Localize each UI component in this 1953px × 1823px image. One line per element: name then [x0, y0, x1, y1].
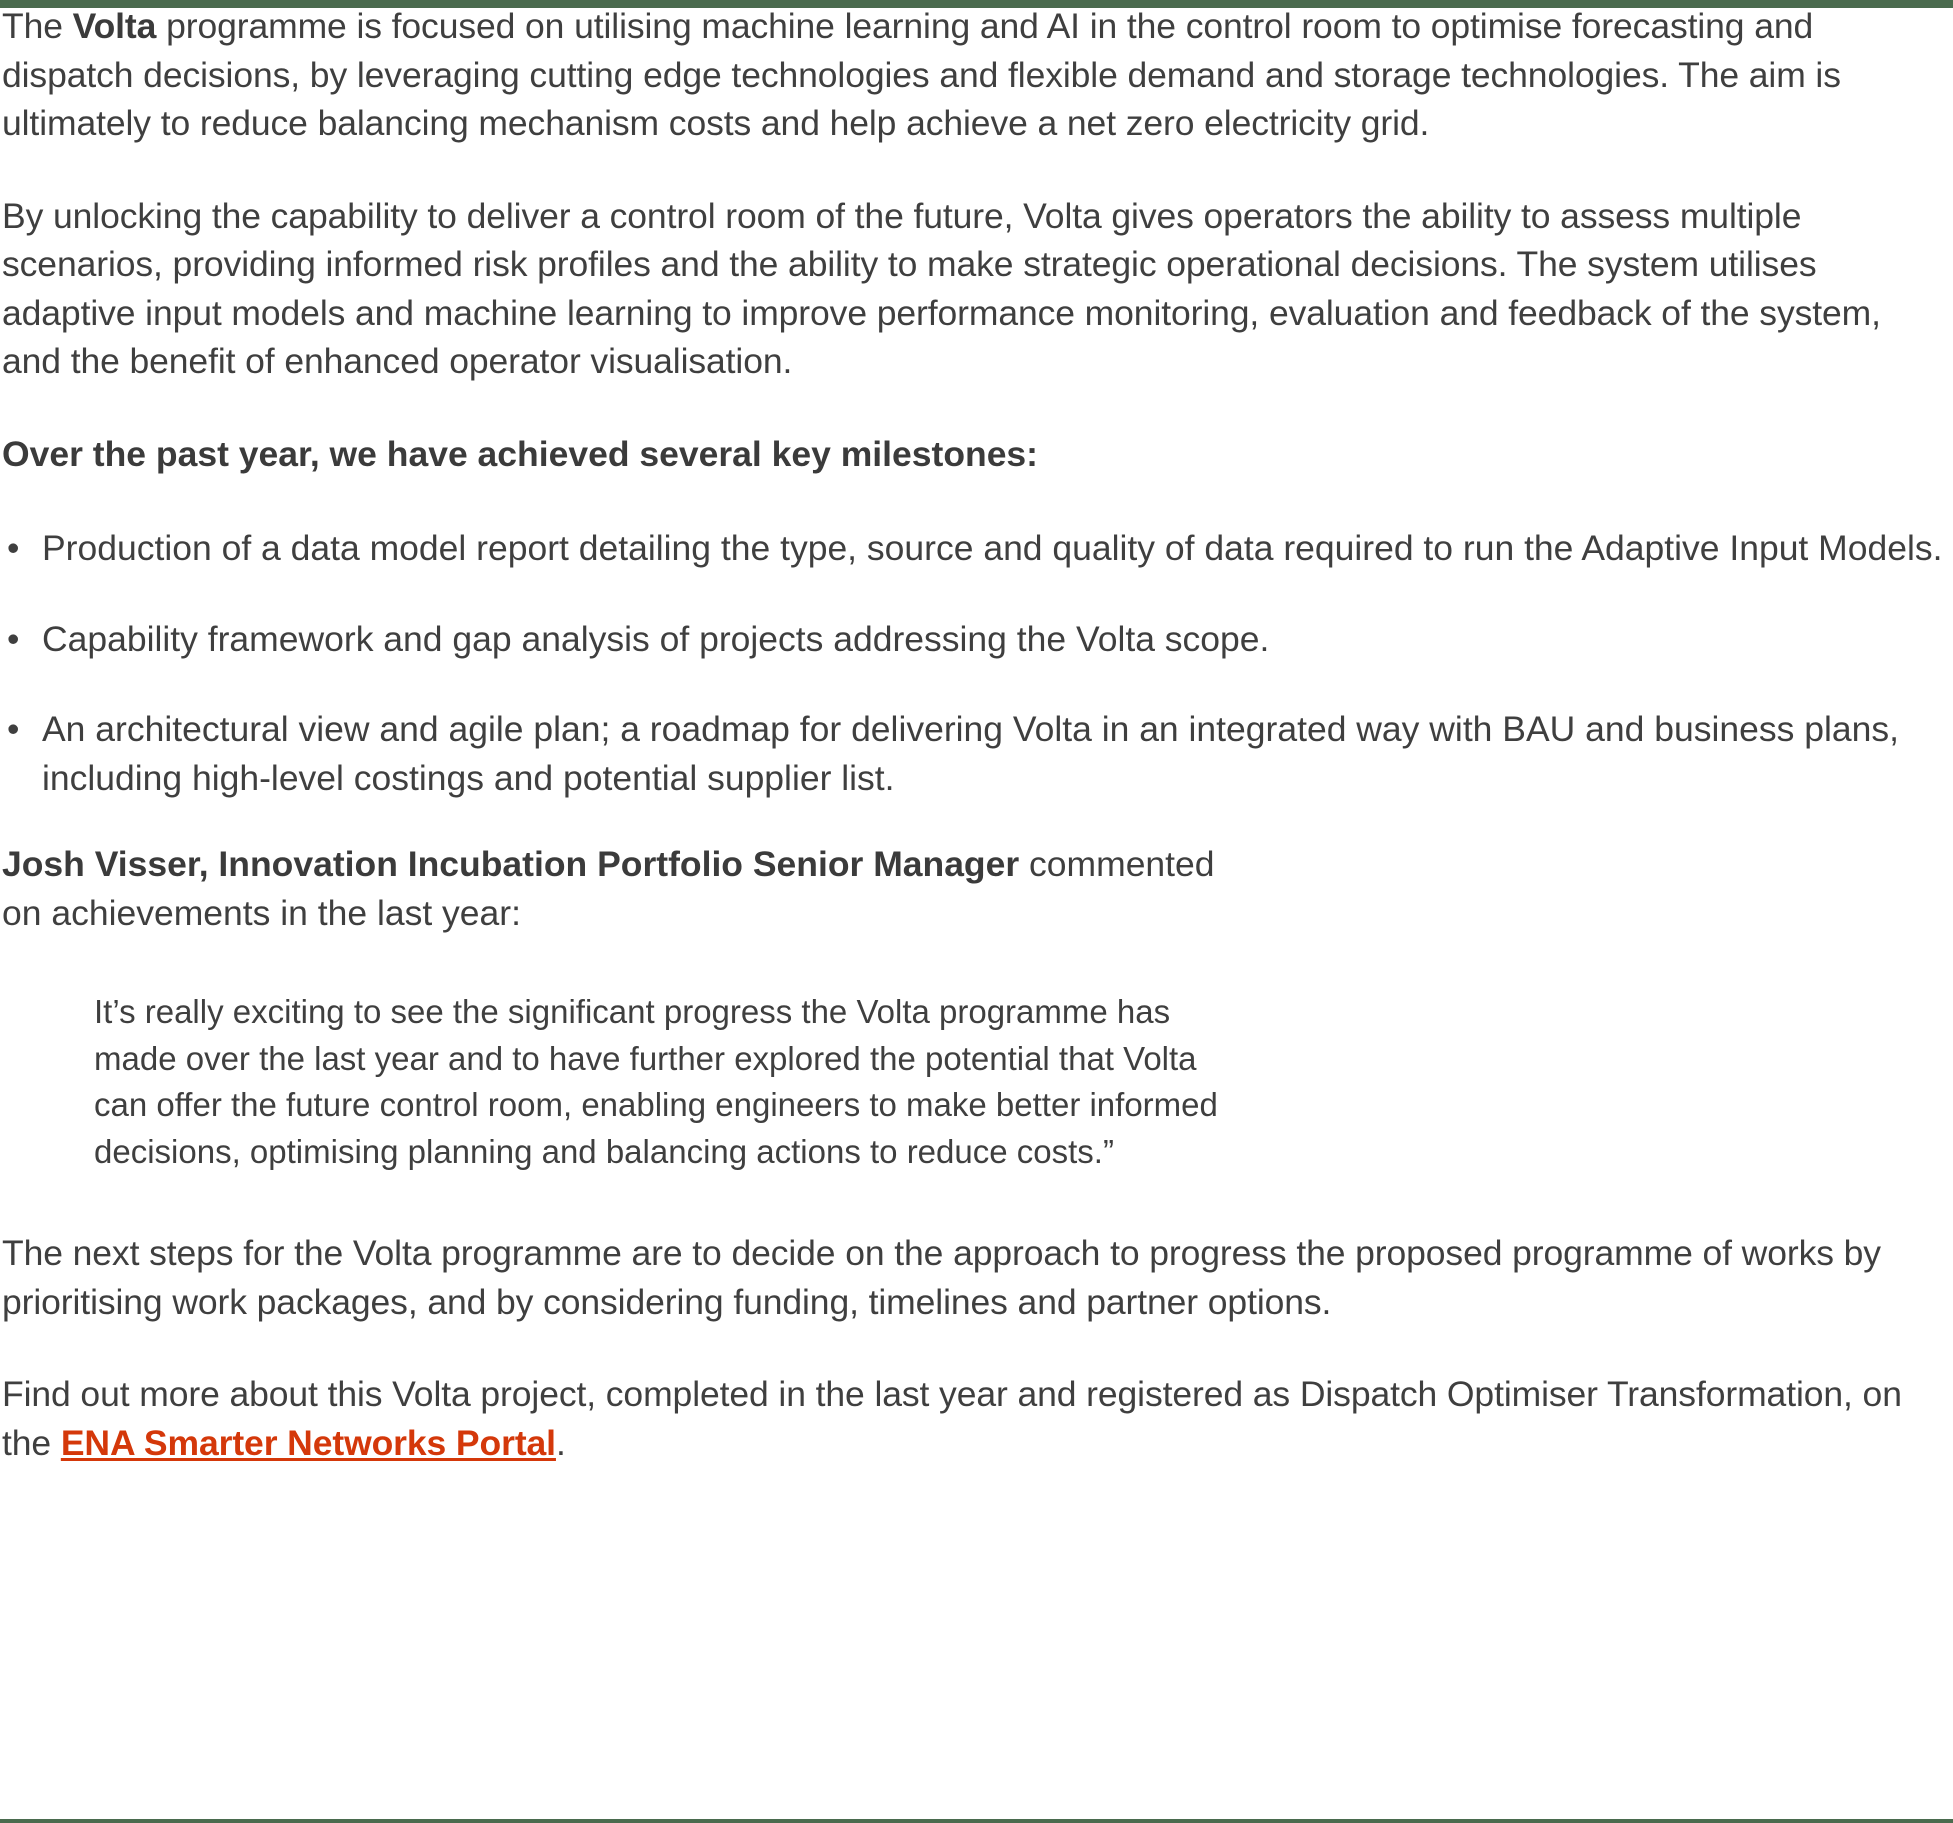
pull-quote-line: can offer the future control room, enabling engineers to make better informed	[94, 1086, 1218, 1123]
list-item	[2, 524, 1949, 573]
bottom-brand-rule	[0, 1819, 1953, 1823]
list-item-label: Production of a data model report detailing the type, source and quality of data required to run the Adaptive Input Models.	[42, 528, 1943, 568]
find-out-more-prefix: Find out more about this Volta project, completed in the last year and registered as Dispatch Optimiser Transformation, on the	[2, 1374, 1902, 1463]
paragraph-volta-overview-rest: programme is focused on utilising machine learning and AI in the control room to optimise forecasting and dispatch decisions, by leveraging cutting edge technologies and flexible demand and storage technologies. The aim is ultimately to reduce balancing mechanism costs and help achieve a net zero electricity grid.	[2, 6, 1841, 143]
paragraph-find-out-more	[2, 1370, 1949, 1467]
quote-attribution	[2, 840, 1462, 937]
pull-quote-line: decisions, optimising planning and balancing actions to reduce costs.”	[94, 1132, 1114, 1170]
quote-attribution-verb: commented	[1019, 844, 1215, 884]
milestones-heading: Over the past year, we have achieved several key milestones:	[2, 433, 1039, 474]
paragraph-volta-overview-prefix: The	[2, 6, 73, 46]
quote-attribution-subject: on achievements in the last year:	[2, 892, 521, 933]
pull-quote	[2, 989, 1394, 1175]
pull-quote-line: made over the last year and to have further explored the potential that Volta	[94, 1039, 1197, 1077]
list-item-label: An architectural view and agile plan; a roadmap for delivering Volta in an integrated way with BAU and business plans, including high-level costings and potential supplier list.	[42, 709, 1899, 798]
list-item-label: Capability framework and gap analysis of projects addressing the Volta scope.	[42, 618, 1270, 659]
volta-bold-term: Volta	[72, 6, 157, 46]
bullet-icon: •	[7, 709, 20, 749]
bullet-icon: •	[7, 618, 20, 659]
paragraph-volta-overview	[2, 2, 1949, 148]
list-item	[2, 705, 1949, 802]
list-item	[2, 615, 1949, 664]
paragraph-next-steps: The next steps for the Volta programme are to decide on the approach to progress the proposed programme of works by prioritising work packages, and by considering funding, timelines and partner options.	[2, 1233, 1881, 1322]
quote-attribution-name: Josh Visser, Innovation Incubation Portfolio Senior Manager	[2, 844, 1020, 884]
paragraph-control-room-capability: By unlocking the capability to deliver a control room of the future, Volta gives operators the ability to assess multiple scenarios, providing informed risk profiles and the ability to make strategic operational decisions. The system utilises adaptive input models and machine learning to improve performance monitoring, evaluation and feedback of the system, and the benefit of enhanced operator visualisation.	[2, 195, 1881, 381]
article-body	[0, 2, 1953, 1467]
ena-smarter-networks-portal-link[interactable]: ENA Smarter Networks Portal	[60, 1422, 556, 1463]
milestones-list	[2, 524, 1949, 802]
bullet-icon: •	[7, 528, 20, 568]
pull-quote-line: It’s really exciting to see the significant progress the Volta programme has	[94, 993, 1171, 1030]
find-out-more-suffix: .	[555, 1422, 566, 1463]
